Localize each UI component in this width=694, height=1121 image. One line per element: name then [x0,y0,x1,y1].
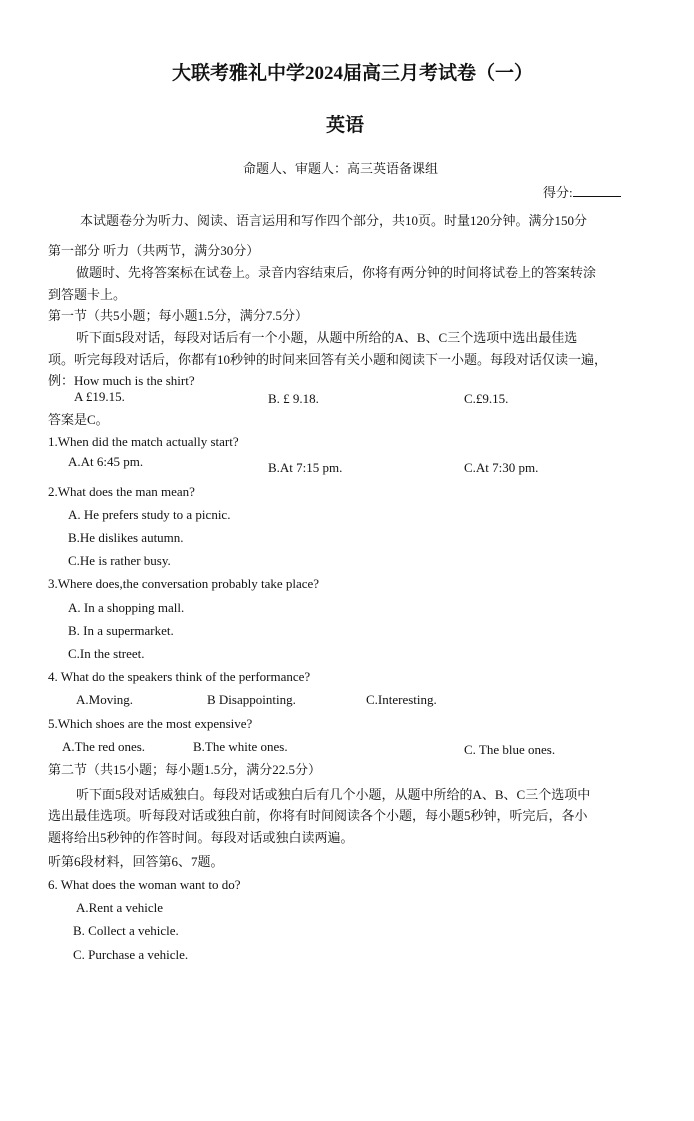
example-answer: 答案是C。 [48,412,109,427]
section2-instruction-3: 题将给出5秒钟的作答时间。每段对话或独白读两遍。 [48,830,354,845]
part1-instruction-2: 到答题卡上。 [48,287,127,302]
q1-option-a: A.At 6:45 pm. [68,454,144,469]
score-field [543,183,621,201]
q1-option-c: C.At 7:30 pm. [464,460,539,475]
exam-title: 大联考雅礼中学2024届高三月考试卷（一） [172,63,534,84]
material-note: 听第6段材料，回答第6、7题。 [48,854,224,869]
question-2: 2.What does the man mean? [48,484,195,499]
score-label: 得分: [543,185,573,200]
q6-option-a: A.Rent a vehicle [76,900,163,915]
section1-instruction-2: 项。听完每段对话后，你都有10秒钟的时间来回答有关小题和阅读下一小题。每段对话仅读一遍， [48,352,608,367]
q4-option-a: A.Moving. [76,692,134,707]
question-5: 5.Which shoes are the most expensive? [48,716,253,731]
section2-heading: 第二节（共15小题；每小题1.5分，满分22.5分） [48,762,322,777]
section1-instruction-1: 听下面5段对话，每段对话后有一个小题，从题中所给的A、B、C三个选项中选出最佳选 [76,330,578,345]
q1-option-b: B.At 7:15 pm. [268,460,343,475]
section1-heading: 第一节（共5小题；每小题1.5分，满分7.5分） [48,308,309,323]
example-option-a: A £19.15. [74,389,125,404]
question-4: 4. What do the speakers think of the performance? [48,669,311,684]
example-option-c: C.£9.15. [464,391,509,406]
score-blank [573,183,621,197]
q5-option-a: A.The red ones. [62,739,146,754]
q4-option-c: C.Interesting. [366,692,437,707]
q5-option-b: B.The white ones. [193,739,288,754]
q2-option-c: C.He is rather busy. [68,553,171,568]
section2-instruction-2: 选出最佳选项。听每段对话或独白前，你将有时间阅读各个小题，每小题5秒钟，听完后，各小 [48,808,588,823]
question-6: 6. What does the woman want to do? [48,877,241,892]
part1-instruction-1: 做题时、先将答案标在试卷上。录音内容结束后，你将有两分钟的时间将试卷上的答案转涂 [76,265,597,280]
q3-option-b: B. In a supermarket. [68,623,174,638]
question-3: 3.Where does,the conversation probably take place? [48,576,320,591]
exam-intro: 本试题卷分为听力、阅读、语言运用和写作四个部分，共10页。时量120分钟。满分150分 [80,213,588,228]
authors-line: 命题人、审题人：高三英语备课组 [243,161,439,176]
section2-instruction-1: 听下面5段对话威独白。每段对话或独白后有几个小题，从题中所给的A、B、C三个选项中 [76,787,591,802]
q4-option-b: B Disappointing. [207,692,296,707]
subject-title: 英语 [326,115,365,136]
q2-option-a: A. He prefers study to a picnic. [68,507,231,522]
q6-option-c: C. Purchase a vehicle. [73,947,189,962]
q6-option-b: B. Collect a vehicle. [73,923,179,938]
q3-option-c: C.In the street. [68,646,145,661]
q5-option-c: C. The blue ones. [464,742,556,757]
example-question: 例：How much is the shirt? [48,373,195,388]
example-option-b: B. £ 9.18. [268,391,319,406]
question-1: 1.When did the match actually start? [48,434,239,449]
part1-heading: 第一部分 听力（共两节，满分30分） [48,243,260,258]
q3-option-a: A. In a shopping mall. [68,600,185,615]
q2-option-b: B.He dislikes autumn. [68,530,184,545]
